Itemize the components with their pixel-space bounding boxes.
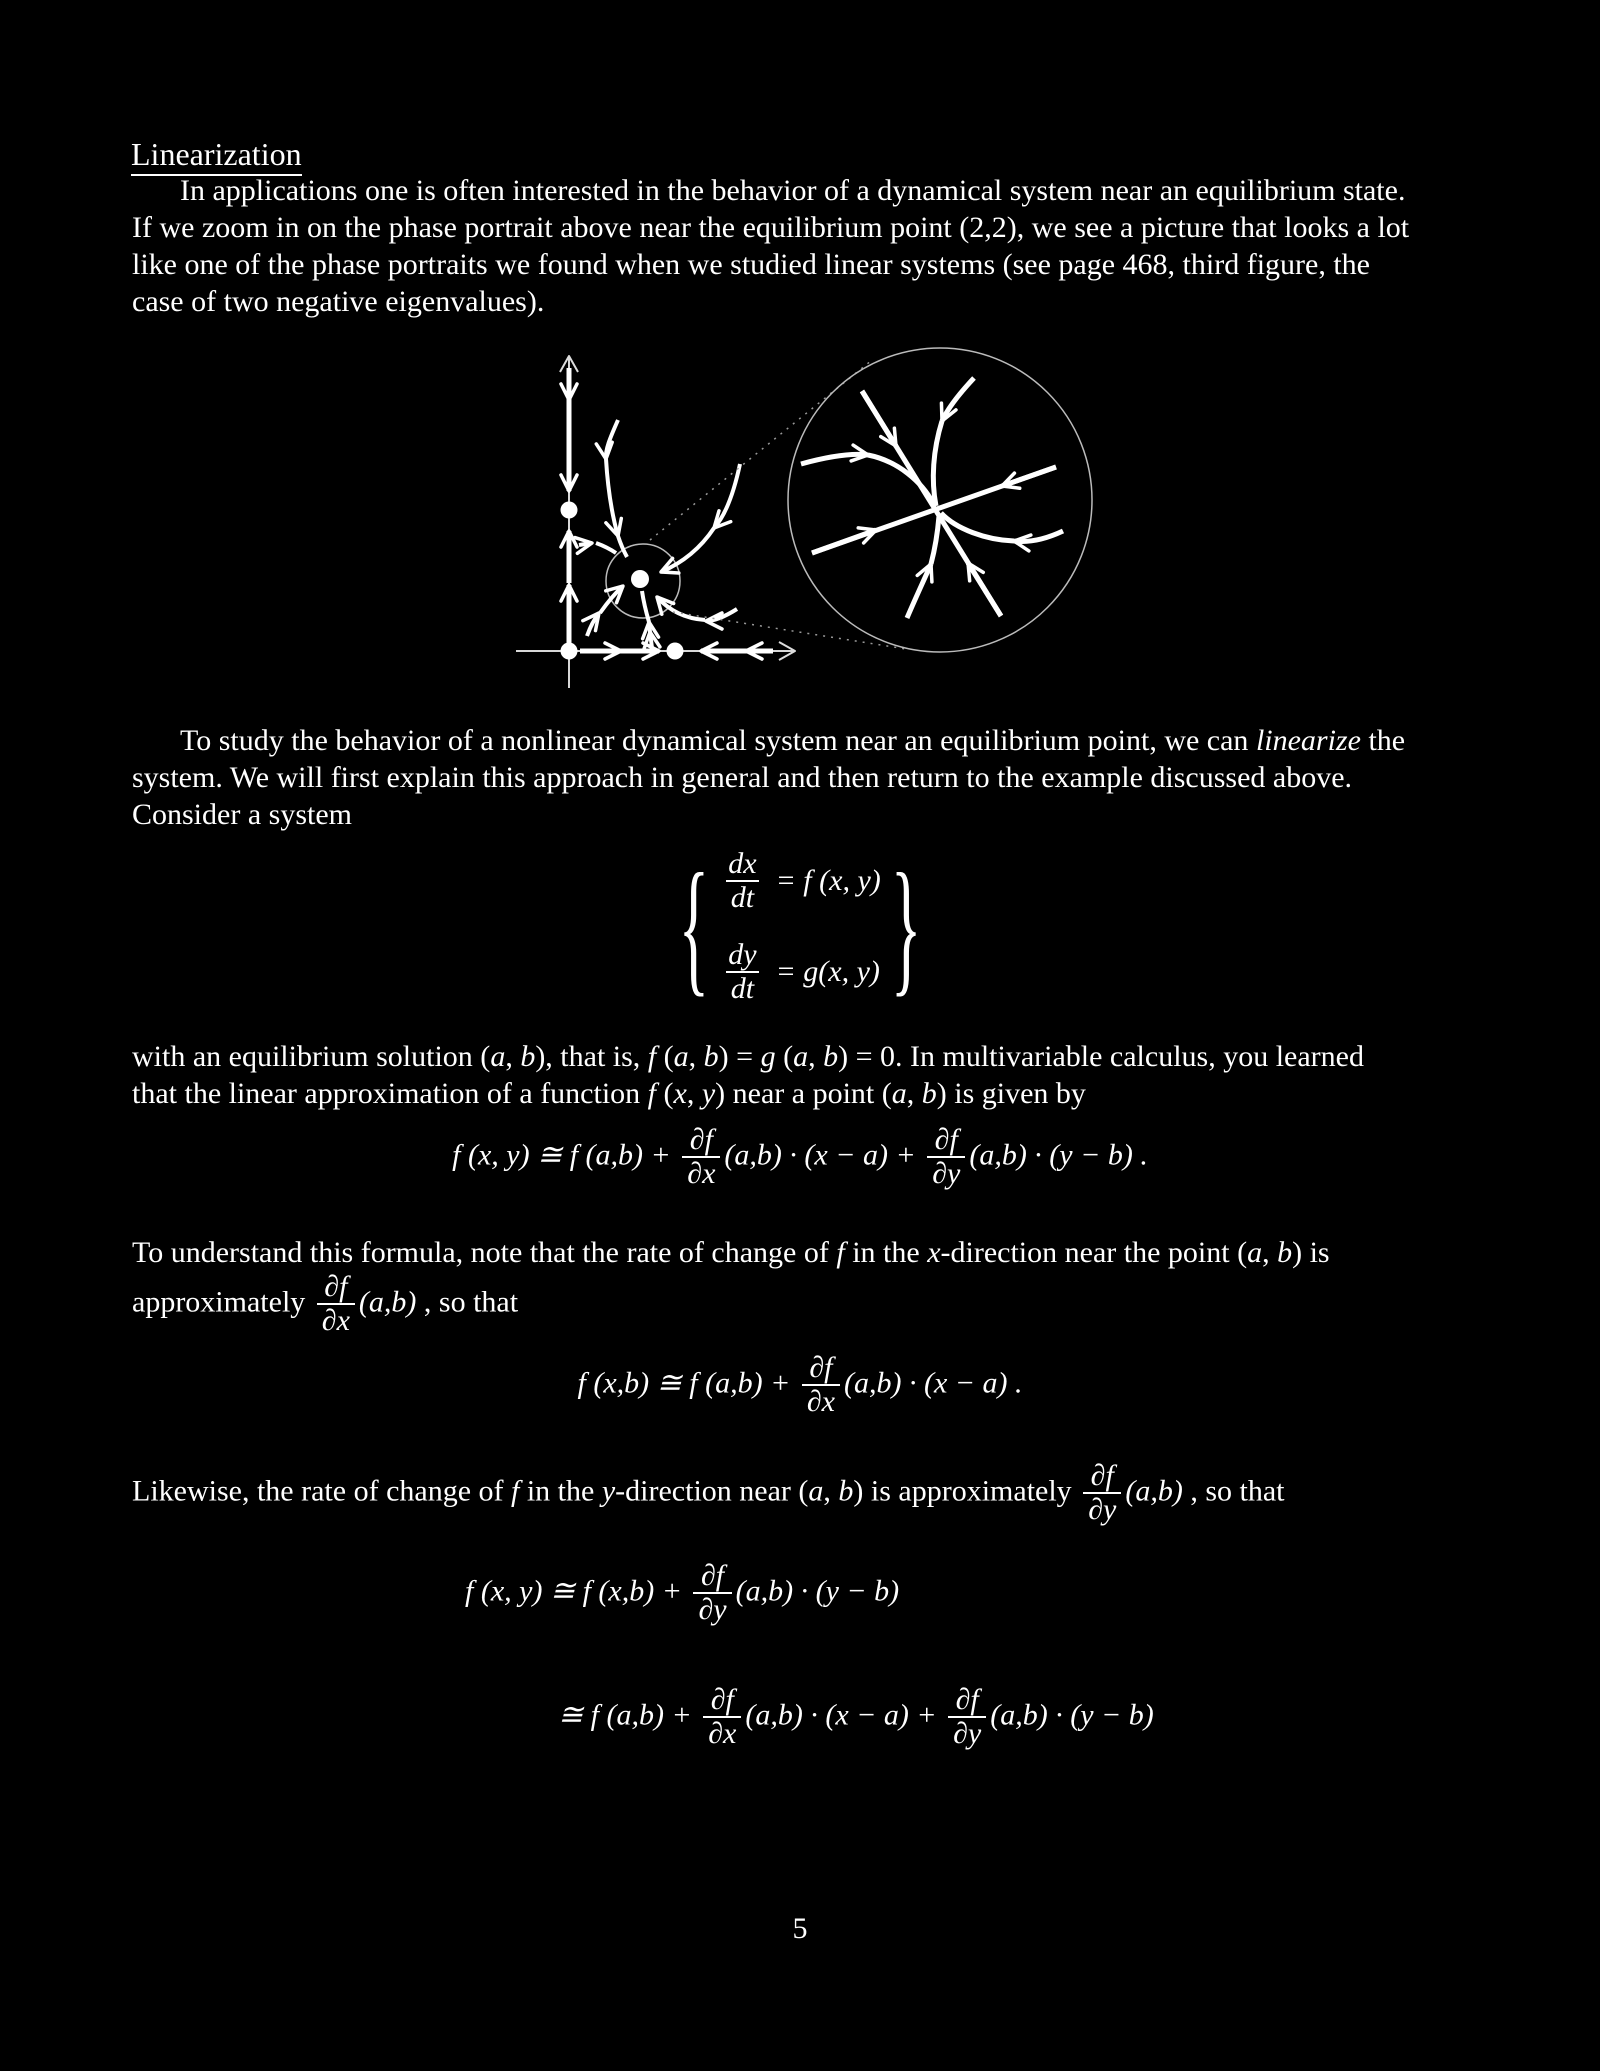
y-direction-formula-line1: f (x, y) ≅ f (x,b) + $\frac{\partial f}{\partial y}$ (a,b) · (y − b) (465, 1559, 900, 1627)
equation-dx-dt (719, 848, 881, 915)
equation-dy-dt (719, 939, 881, 1006)
page-number: 5 (792, 1912, 808, 1945)
trajectories-zoomed-node (801, 378, 1063, 618)
fraction-dx-dt: $\frac{dx}{dt}$ (723, 848, 761, 915)
system-rows (719, 848, 881, 1006)
y-direction-formula-line2: ≅ f (a,b) + $\frac{\partial f}{\partial x}$ (a,b) · (x − a) + $\frac{\partial f}{\partial y}$ (a,b) · (y − b) (558, 1683, 1154, 1751)
system-equation (0, 842, 1600, 1010)
equilibrium-dot-y-axis (561, 502, 578, 519)
paragraph-intro: In applications one is often interested in the behavior of a dynamical system near an equilibrium state. If we zoom in on the phase portrait above near the equilibrium point (2,2), we see a picture that looks a lot like one of the phase portraits we found when we studied linear systems (see page 468, third figure, the case of two negative eigenvalues). (132, 174, 1410, 318)
paragraph-y-direction: Likewise, the rate of change of f in the y-direction near (a, b) is approximately $\frac{\partial f}{\partial y}$ (a,b) , so that (132, 1459, 1285, 1527)
fraction-dy-dt: $\frac{dy}{dt}$ (723, 939, 761, 1006)
equilibrium-dot-origin (561, 643, 578, 660)
paragraph-linearize: To study the behavior of a nonlinear dynamical system near an equilibrium point, we can linearize the system. We will first explain this approach in general and then return to the example discussed above. Consider a system (132, 724, 1406, 831)
section-heading-text: Linearization (131, 136, 302, 176)
equation-dx-rhs: = f (x, y) (775, 864, 881, 898)
linear-approximation-formula: f (x, y) ≅ f (a,b) + $\frac{\partial f}{\partial x}$ (a,b) · (x − a) + $\frac{\partial f}{\partial y}$ (a,b) · (y − b) . (452, 1123, 1148, 1191)
phase-portrait-figure (450, 338, 1140, 710)
section-heading (131, 136, 302, 176)
paragraph-equilibrium-solution: with an equilibrium solution (a, b), that is, f (a, b) = g (a, b) = 0. In multivariable calculus, you learned that the linear approximation of a function f (x, y) near a point (a, b) is given by (132, 1040, 1364, 1110)
right-brace: } (890, 842, 922, 1010)
paragraph-x-direction: To understand this formula, note that the rate of change of f in the x-direction near the point (a, b) is approximately $\frac{\partial f}{\partial x}$ (a,b) , so that (132, 1236, 1330, 1338)
zoom-circle-large (788, 348, 1092, 652)
equation-dy-rhs: = g(x, y) (775, 955, 880, 989)
x-direction-formula: f (x,b) ≅ f (a,b) + $\frac{\partial f}{\partial x}$ (a,b) · (x − a) . (577, 1351, 1023, 1419)
phase-portrait-svg (450, 338, 1140, 710)
left-brace: { (678, 842, 710, 1010)
equilibrium-dot-x-axis (667, 643, 684, 660)
equilibrium-dot-interior (631, 570, 649, 588)
